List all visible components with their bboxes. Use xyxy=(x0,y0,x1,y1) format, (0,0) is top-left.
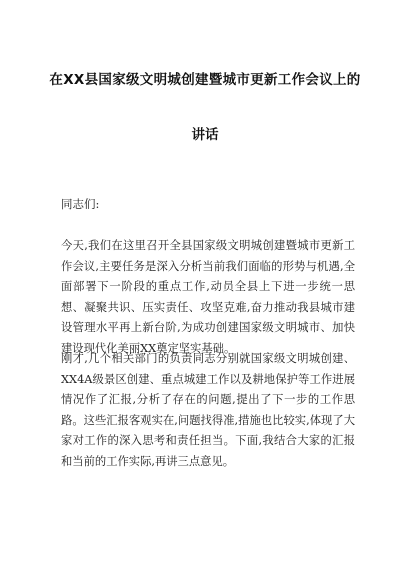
document-title-line-2: 讲话 xyxy=(191,127,219,143)
paragraph-1: 今天,我们在这里召开全县国家级文明城创建暨城市更新工作会议,主要任务是深入分析当前我们面临的形势与机遇,全面部署下一阶段的重点工作,动员全县上下进一步统一思想、凝聚共识、压实责任、攻坚克难,奋力推动我县城市建设管理水平再上新台阶,为成功创建国家级文明城市、加快建设现代化美丽XX奠定坚实基础。 xyxy=(61,239,355,355)
salutation: 同志们: xyxy=(61,197,100,211)
paragraph-2: 刚才,几个相关部门的负责同志分别就国家级文明城创建、XX4A级景区创建、重点城建工作以及耕地保护等工作进展情况作了汇报,分析了存在的问题,提出了下一步的工作思路。这些汇报客观实在,问题找得准,措施也比较实,体现了大家对工作的深入思考和责任担当。下面,我结合大家的汇报和当前的工作实际,再讲三点意见。 xyxy=(61,352,355,468)
document-title-line-1: 在XX县国家级文明城创建暨城市更新工作会议上的 xyxy=(49,72,361,88)
